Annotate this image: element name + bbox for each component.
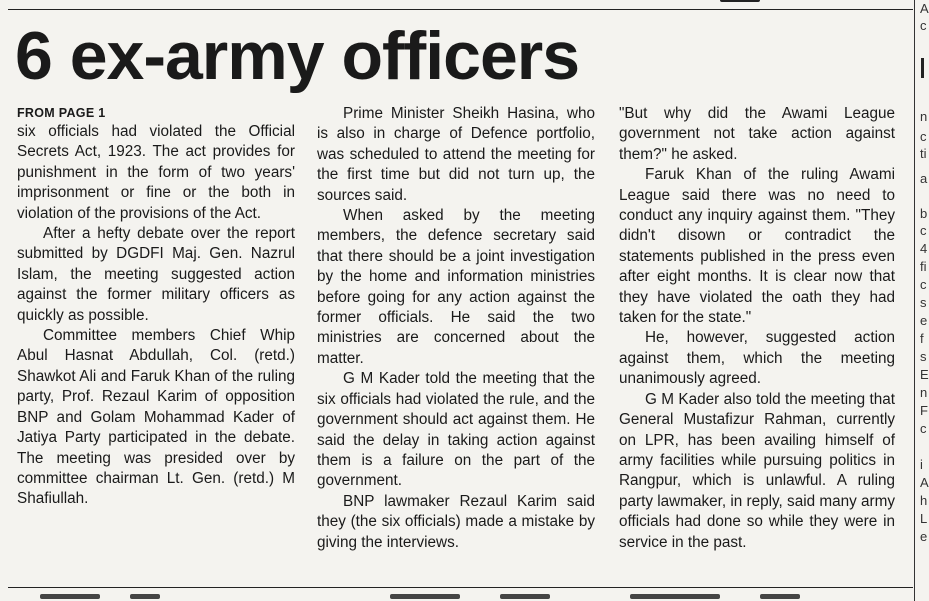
side-fragment: s [920,295,927,310]
side-fragment: fi [920,259,927,274]
side-fragment: c [920,18,927,33]
side-fragment: h [920,493,928,508]
side-fragment: c [920,277,927,292]
side-fragment: F [920,403,928,418]
top-fragment [720,0,760,2]
side-fragment: 4 [920,241,928,256]
side-fragment: i [920,457,923,472]
side-fragment: L [920,511,928,526]
side-fragment: e [920,529,928,544]
paragraph: "But why did the Awami League government not take action against them?" he asked. [619,105,895,163]
next-story-fragments [0,592,929,601]
side-fragment: f [920,331,924,346]
headline: 6 ex-army officers [15,18,580,94]
article-column-3 [619,104,895,553]
bottom-rule [8,587,913,588]
side-fragment: c [920,223,927,238]
paragraph: Faruk Khan of the ruling Awami League said there was no need to conduct any inquiry against them. "They didn't disown or contradict the statements published in the press even after eight months. It is clear now that they have violated the oath they had taken for the state." [619,166,895,327]
side-fragment: s [920,349,927,364]
article-column-2 [317,104,595,553]
side-fragment: c [920,421,927,436]
side-fragment: ti [920,146,927,161]
article-column-1 [17,104,295,510]
side-fragment: E [920,367,929,382]
paragraph: G M Kader also told the meeting that General Mustafizur Rahman, currently on LPR, has been availing himself of army facilities while pursuing politics in Rangpur, which is unlawful. A ruling party lawmaker, in reply, said many army officials had done so while they were in service in the past. [619,390,896,551]
paragraph: After a hefty debate over the report submitted by DGDFI Maj. Gen. Nazrul Islam, the meeting suggested action against the former military officers as quickly as possible. [17,225,295,324]
side-fragment: c [920,129,927,144]
adjacent-column-text [920,0,929,560]
paragraph: G M Kader told the meeting that the six officials had violated the rule, and the government should act against them. He said the delay in taking action against them is a failure on the part of the government. [317,370,595,490]
side-fragment: n [920,385,928,400]
side-fragment: a [920,171,928,186]
paragraph: Prime Minister Sheikh Hasina, who is also in charge of Defence portfolio, was scheduled to attend the meeting for the first time but did not turn up, the sources said. [317,105,595,204]
side-fragment: b [920,206,928,221]
paragraph: He, however, suggested action against them, which the meeting unanimously agreed. [619,329,895,388]
top-rule [8,9,913,10]
paragraph: BNP lawmaker Rezaul Karim said they (the six officials) made a mistake by giving the interviews. [317,492,595,551]
side-fragment: e [920,313,928,328]
side-fragment: A [920,475,929,490]
paragraph: six officials had violated the Official Secrets Act, 1923. The act provides for punishment in the form of two years' imprisonment or fine or the both in violation of the provisions of the Act. [17,123,295,222]
dateline: FROM PAGE 1 [17,106,106,120]
paragraph: When asked by the meeting members, the defence secretary said that there should be a joint investigation by the home and information ministries before going for any action against the former officials. He said the two ministries are concerned about the matter. [317,207,595,367]
column-divider [914,0,915,601]
side-fragment: n [920,109,928,124]
paragraph: Committee members Chief Whip Abul Hasnat Abdullah, Col. (retd.) Shawkot Ali and Faruk Khan of the ruling party, Prof. Rezaul Karim of opposition BNP and Golam Mohammad Kader of Jatiya Party participated in the debate. The meeting was presided over by committee chairman Lt. Gen. (retd.) M Shafiullah. [17,327,295,508]
side-fragment: A [920,1,929,16]
